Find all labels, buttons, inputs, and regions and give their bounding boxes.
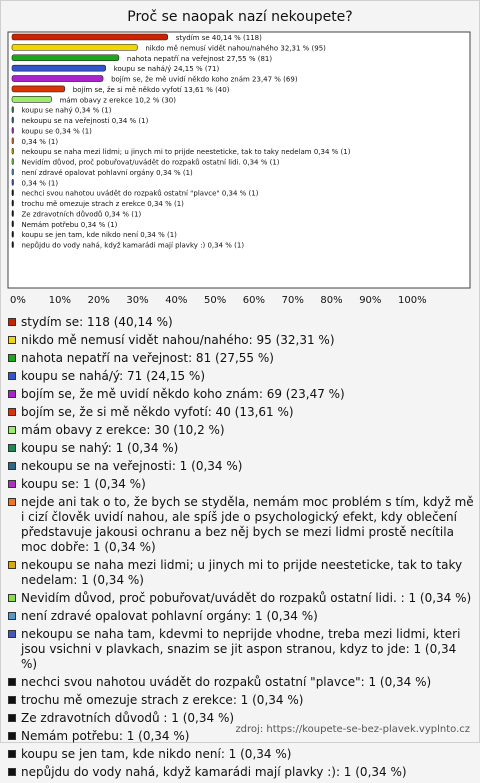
bar-11 (12, 148, 14, 154)
bar-9 (12, 127, 14, 133)
legend-swatch (8, 678, 16, 686)
legend-swatch (8, 426, 16, 434)
bar-label-5: bojím se, že si mě někdo vyfotí 13,61 % (40) (72, 85, 230, 94)
bar-5 (12, 86, 65, 92)
bar-2 (12, 55, 119, 61)
legend-label: nekoupu se na veřejnosti: 1 (0,34 %) (21, 459, 243, 473)
legend-item (8, 627, 474, 672)
legend-swatch (8, 408, 16, 416)
legend-swatch (8, 354, 16, 362)
x-tick-7: 70% (281, 295, 304, 306)
legend-item (8, 609, 474, 624)
bar-12 (12, 159, 14, 165)
bar-3 (12, 65, 106, 71)
bar-label-4: bojím se, že mě uvidí někdo koho znám 23,47 % (69) (111, 75, 298, 84)
legend-label: bojím se, že si mě někdo vyfotí: 40 (13,61 %) (21, 405, 294, 419)
bar-label-10: 0,34 % (1) (21, 137, 59, 146)
x-tick-5: 50% (204, 295, 227, 306)
bar-label-12: Nevidím důvod, proč pobuřovat/uvádět do rozpaků ostatní lidi. 0,34 % (1) (21, 158, 280, 167)
legend-label: Nevidím důvod, proč pobuřovat/uvádět do rozpaků ostatní lidi. : 1 (0,34 %) (21, 591, 472, 605)
legend-item (8, 495, 474, 555)
legend-item (8, 405, 474, 420)
legend-swatch (8, 336, 16, 344)
legend-label: není zdravé opalovat pohlavní orgány: 1 (0,34 %) (21, 609, 318, 623)
legend-label: nekoupu se naha mezi lidmi; u jinych mi to prijde neesteticke, tak to taky nedelam: 1 (0,34 %) (21, 558, 463, 587)
bar-label-14: 0,34 % (1) (21, 179, 59, 188)
bar-16 (12, 200, 14, 206)
x-tick-1: 10% (48, 295, 72, 306)
x-tick-6: 60% (242, 295, 266, 306)
legend-label: nahota nepatří na veřejnost: 81 (27,55 %) (21, 351, 274, 365)
legend-item (8, 693, 474, 708)
legend-swatch (8, 561, 16, 569)
chart-title: Proč se naopak nazí nekoupete? (127, 9, 353, 25)
bar-6 (12, 96, 52, 102)
bar-label-11: nekoupu se naha mezi lidmi; u jinych mi to prijde neesteticke, tak to taky nedelam 0,34 % (1) (21, 148, 351, 157)
legend-label: trochu mě omezuje strach z erekce: 1 (0,34 %) (21, 693, 304, 707)
legend-item (8, 423, 474, 438)
x-tick-8: 80% (320, 295, 343, 306)
bar-label-15: nechci svou nahotou uvádět do rozpaků ostatní "plavce" 0,34 % (1) (21, 189, 259, 198)
legend-item (8, 591, 474, 606)
legend-swatch (8, 732, 16, 740)
legend-item (8, 333, 474, 348)
bar-1 (12, 44, 137, 50)
legend (8, 315, 474, 783)
bar-label-19: koupu se jen tam, kde nikdo není 0,34 % (1) (21, 231, 177, 240)
bar-label-1: nikdo mě nemusí vidět nahou/nahého 32,31 % (95) (145, 44, 326, 53)
legend-label: koupu se: 1 (0,34 %) (21, 477, 146, 491)
bar-label-9: koupu se 0,34 % (1) (21, 127, 92, 136)
legend-swatch (8, 714, 16, 722)
bar-label-17: Ze zdravotních důvodů 0,34 % (1) (21, 210, 142, 219)
legend-swatch (8, 630, 16, 638)
bar-13 (12, 169, 14, 175)
bar-4 (12, 76, 103, 82)
bar-18 (12, 221, 14, 227)
legend-swatch (8, 498, 16, 506)
x-tick-2: 20% (87, 295, 110, 306)
legend-item (8, 369, 474, 384)
source-note: zdroj: https://koupete-se-bez-plavek.vyplnto.cz (235, 724, 470, 735)
legend-swatch (8, 612, 16, 620)
legend-swatch (8, 480, 16, 488)
bar-20 (12, 242, 14, 248)
bar-10 (12, 138, 14, 144)
legend-label: Nemám potřebu: 1 (0,34 %) (21, 729, 190, 743)
x-tick-9: 90% (359, 295, 382, 306)
bar-label-8: nekoupu se na veřejnosti 0,34 % (1) (21, 117, 149, 126)
legend-label: koupu se nahý: 1 (0,34 %) (21, 441, 179, 455)
bar-14 (12, 179, 14, 185)
legend-label: koupu se nahá/ý: 71 (24,15 %) (21, 369, 206, 383)
legend-item (8, 387, 474, 402)
bar-label-7: koupu se nahý 0,34 % (1) (21, 106, 112, 115)
bar-label-18: Nemám potřebu 0,34 % (1) (21, 220, 118, 229)
bar-8 (12, 117, 14, 123)
bar-15 (12, 190, 14, 196)
legend-item (8, 558, 474, 588)
legend-item (8, 315, 474, 330)
legend-label: Ze zdravotních důvodů : 1 (0,34 %) (21, 711, 235, 725)
legend-label: nikdo mě nemusí vidět nahou/nahého: 95 (32,31 %) (21, 333, 335, 347)
legend-label: nepůjdu do vody nahá, když kamarádi mají plavky :): 1 (0,34 %) (21, 765, 407, 779)
legend-label: bojím se, že mě uvidí někdo koho znám: 69 (23,47 %) (21, 387, 345, 401)
x-tick-0: 0% (10, 295, 26, 306)
legend-item (8, 459, 474, 474)
bar-label-6: mám obavy z erekce 10,2 % (30) (59, 96, 176, 105)
bar-label-13: není zdravé opalovat pohlavní orgány 0,34 % (1) (21, 168, 193, 177)
legend-swatch (8, 750, 16, 758)
legend-item (8, 477, 474, 492)
bar-7 (12, 107, 14, 113)
legend-item (8, 675, 474, 690)
bar-17 (12, 210, 14, 216)
legend-item (8, 441, 474, 456)
legend-swatch (8, 318, 16, 326)
legend-swatch (8, 768, 16, 776)
legend-label: koupu se jen tam, kde nikdo není: 1 (0,34 %) (21, 747, 292, 761)
legend-swatch (8, 462, 16, 470)
legend-swatch (8, 372, 16, 380)
legend-swatch (8, 594, 16, 602)
bar-plot (0, 0, 480, 315)
legend-label: nechci svou nahotou uvádět do rozpaků ostatní "plavce": 1 (0,34 %) (21, 675, 432, 689)
legend-item (8, 351, 474, 366)
x-tick-3: 30% (126, 295, 149, 306)
bar-label-3: koupu se nahá/ý 24,15 % (71) (113, 65, 220, 74)
bar-0 (12, 34, 168, 40)
legend-label: stydím se: 118 (40,14 %) (21, 315, 173, 329)
legend-swatch (8, 390, 16, 398)
bar-label-0: stydím se 40,14 % (118) (175, 34, 262, 42)
legend-label: mám obavy z erekce: 30 (10,2 %) (21, 423, 225, 437)
x-tick-4: 40% (165, 295, 188, 306)
bar-label-2: nahota nepatří na veřejnost 27,55 % (81) (126, 54, 273, 63)
legend-swatch (8, 696, 16, 704)
legend-label: nejde ani tak o to, že bych se styděla, nemám moc problém s tím, když mě i cizí člověk uvidí nahou, ale spíš jde o psychologický efekt, kdy oblečení představuje jakousi ochranu a bez něj bych se mezi lidmi prostě necítila moc dobře: 1 (0,34 %) (21, 495, 474, 554)
legend-item (8, 765, 474, 780)
legend-swatch (8, 444, 16, 452)
bar-19 (12, 231, 14, 237)
legend-label: nekoupu se naha tam, kdevmi to neprijde vhodne, treba mezi lidmi, kteri jsou vsichni v plavkach, snazim se jit aspon stranou, kdyz to jde: 1 (0,34 %) (21, 627, 461, 671)
bar-label-16: trochu mě omezuje strach z erekce 0,34 % (1) (21, 200, 184, 209)
legend-item (8, 747, 474, 762)
x-tick-10: 100% (398, 295, 427, 306)
bar-label-20: nepůjdu do vody nahá, když kamarádi mají plavky :) 0,34 % (1) (21, 241, 245, 250)
